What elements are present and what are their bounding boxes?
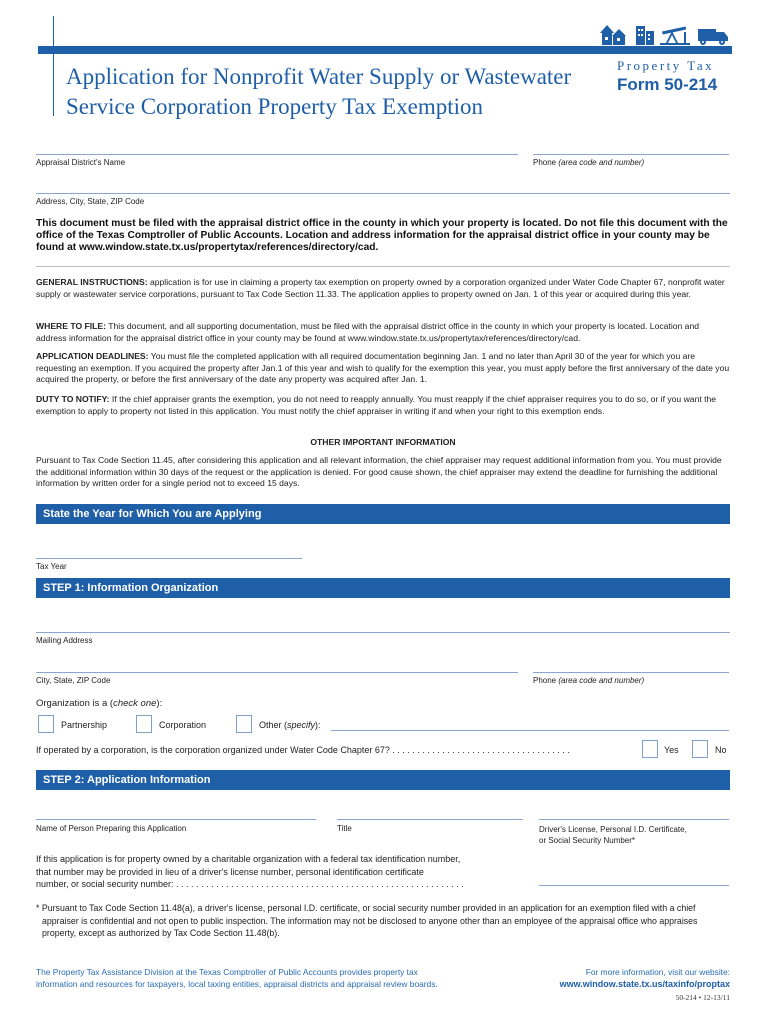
- website-link[interactable]: www.window.state.tx.us/taxinfo/proptax: [559, 979, 730, 989]
- form-title-line-2: Service Corporation Property Tax Exemption: [66, 94, 483, 119]
- mailing-address-label: Mailing Address: [36, 636, 93, 645]
- license-label: Driver's License, Personal I.D. Certificate, or Social Security Number*: [539, 825, 687, 845]
- houses-icon: [600, 25, 626, 45]
- no-checkbox[interactable]: [692, 740, 708, 758]
- other-info-text: Pursuant to Tax Code Section 11.45, after considering this application and all relevant information, the chief appraiser may request additional information from you. You must provide the additional information within 30 days of the request or the application is denied. For good cause shown, the chief appraiser may extend the deadline for furnishing the additional information by written order for a single period not to exceed 15 days.: [36, 455, 722, 488]
- district-phone-label: Phone (area code and number): [533, 158, 645, 167]
- district-name-field[interactable]: [36, 154, 518, 155]
- confidentiality-footnote: * Pursuant to Tax Code Section 11.48(a), a driver's license, personal I.D. certificate, or social security number provided in an application for an exemption filed with a chief appraiser is confidential and not open to public inspection. The information may not be disclosed to anyone other than an employee of the appraisal office who appraises property, except as authorized by Tax Code Section 11.48(b).: [36, 903, 698, 938]
- step1-heading: STEP 1: Information Organization: [36, 578, 730, 598]
- district-address-label: Address, City, State, ZIP Code: [36, 197, 145, 206]
- mailing-address-field[interactable]: [36, 632, 730, 633]
- tax-year-field[interactable]: [36, 558, 302, 559]
- header-vertical-rule: [53, 16, 54, 116]
- header-bar: [38, 46, 732, 54]
- form-revision-code: 50-214 • 12-13/11: [675, 993, 730, 1002]
- org-phone-field[interactable]: [533, 672, 729, 673]
- year-section-heading: State the Year for Which You are Applying: [36, 504, 730, 524]
- footer-division-info: The Property Tax Assistance Division at the Texas Comptroller of Public Accounts provides property tax information and resources for taxpayers, local taxing entities, appraisal districts and appraisal review boards.: [36, 967, 438, 989]
- form-title-line-1: Application for Nonprofit Water Supply or Wastewater: [66, 64, 572, 89]
- filing-notice: This document must be filed with the appraisal district office in the county in which your property is located. Do not file this document with the office of the Texas Comptroller of Public Accounts. Location and address information for the appraisal district office in your county may be found at www.window.state.tx.us/propertytax/references/directory/cad.: [36, 218, 728, 253]
- yes-checkbox[interactable]: [642, 740, 658, 758]
- form-category: Property Tax: [617, 58, 715, 73]
- form-number: Form 50-214: [617, 75, 718, 94]
- tax-year-label: Tax Year: [36, 562, 67, 571]
- yes-label: Yes: [664, 745, 679, 755]
- org-type-prompt: Organization is a (check one):: [36, 698, 163, 709]
- no-label: No: [715, 745, 727, 755]
- preparer-name-field[interactable]: [36, 819, 316, 820]
- step2-heading: STEP 2: Application Information: [36, 770, 730, 790]
- org-phone-label: Phone (area code and number): [533, 676, 645, 685]
- corporation-label: Corporation: [159, 720, 207, 730]
- corporation-checkbox[interactable]: [136, 715, 152, 733]
- district-name-label: Appraisal District's Name: [36, 158, 126, 167]
- application-deadlines: APPLICATION DEADLINES: You must file the completed application with all required documentation beginning Jan. 1 and no later than April 30 of the year for which you are requesting an exemption. If you acquired the property after Jan.1 of this year and wish to qualify for the exemption this year, you must apply before the first anniversary of the date you acquired the property, or before the first anniversary of the date any property was acquired after Jan. 1.: [36, 351, 730, 384]
- license-field[interactable]: [539, 819, 729, 820]
- general-instructions: GENERAL INSTRUCTIONS: application is for use in claiming a property tax exemption on property owned by a corporation organized under Water Code Chapter 67, nonprofit water supply or wastewater service corporations, pursuant to Tax Code Section 11.33. The application applies to property owned on Jan. 1 of this year or acquired during this year.: [36, 277, 725, 299]
- oil-pump-icon: [660, 27, 690, 45]
- city-state-zip-field[interactable]: [36, 672, 518, 673]
- title-field[interactable]: [337, 819, 523, 820]
- district-address-field[interactable]: [36, 193, 730, 194]
- partnership-checkbox[interactable]: [38, 715, 54, 733]
- other-info-heading: OTHER IMPORTANT INFORMATION: [310, 437, 456, 447]
- buildings-icon: [636, 26, 654, 45]
- federal-tax-id-field[interactable]: [539, 885, 729, 886]
- divider: [36, 266, 730, 267]
- truck-icon: [698, 29, 728, 45]
- where-to-file: WHERE TO FILE: This document, and all supporting documentation, must be filed with the appraisal district office in the county in which your property is located. Location and address information for the appraisal district office in your county may be found at www.window.state.tx.us/propertytax/references/directory/cad.: [36, 321, 700, 343]
- district-phone-field[interactable]: [533, 154, 729, 155]
- form-title: [66, 62, 606, 122]
- duty-to-notify: DUTY TO NOTIFY: If the chief appraiser grants the exemption, you do not need to reapply annually. You must reapply if the chief appraiser requires you to do so, or if you want the exemption to apply to property not listed in this application. You must notify the chief appraiser in writing if and when your right to this exemption ends.: [36, 394, 717, 416]
- other-checkbox[interactable]: [236, 715, 252, 733]
- property-icons: [600, 22, 732, 46]
- other-label: Other (specify):: [259, 720, 321, 730]
- corporation-question: If operated by a corporation, is the corporation organized under Water Code Chapter 67? . . . . . . . . . . . . . . . . . . . . . . . . . . . . . . . . . . . .: [36, 745, 570, 755]
- city-state-zip-label: City, State, ZIP Code: [36, 676, 111, 685]
- title-label: Title: [337, 824, 352, 833]
- preparer-name-label: Name of Person Preparing this Application: [36, 824, 187, 833]
- other-specify-field[interactable]: [331, 730, 729, 731]
- partnership-label: Partnership: [61, 720, 108, 730]
- footer-website: For more information, visit our website: www.window.state.tx.us/taxinfo/proptax: [480, 966, 730, 990]
- charitable-org-text: If this application is for property owned by a charitable organization with a federal tax identification number, that number may be provided in lieu of a driver's license number, personal identification certificate number, or social security number: . . . . . . . . . . . . . . . . . . . . . . . . . . . . . . . . . . . . . . . . . . . . . . . . . . . . . . . . . .: [36, 854, 464, 889]
